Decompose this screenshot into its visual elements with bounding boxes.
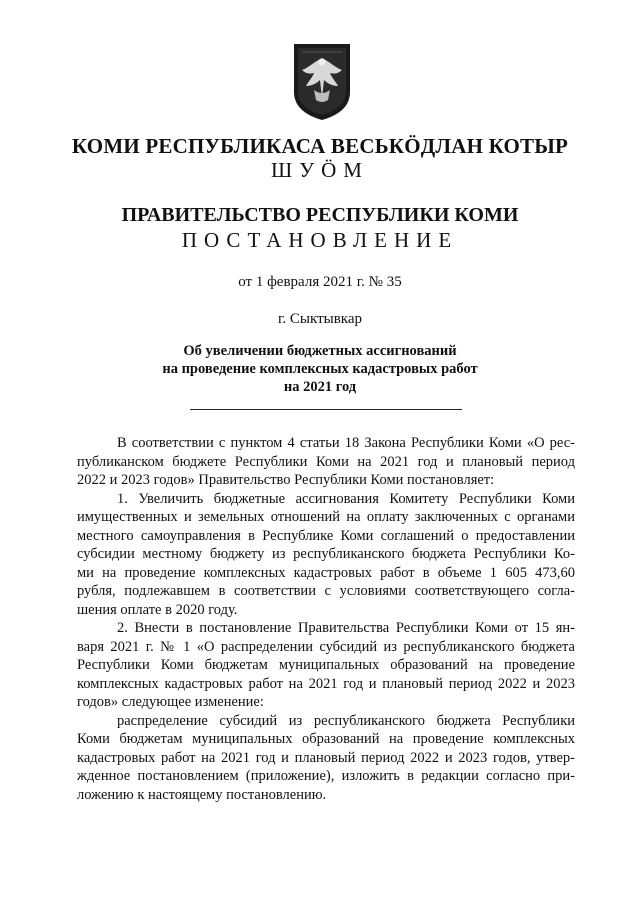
subject-underline-divider bbox=[190, 409, 462, 410]
body-line: Коми бюджетам муниципальных образований на проведение комплексных bbox=[77, 731, 575, 747]
body-line: 2022 и 2023 годов» Правительство Республики Коми постановляет: bbox=[77, 472, 495, 488]
body-line: кадастровых работ на 2021 год и плановый период 2022 и 2023 годов, утвер- bbox=[77, 749, 575, 766]
document-body bbox=[77, 434, 575, 804]
komi-document-type: ШУӦМ bbox=[271, 158, 369, 182]
body-line: субсидии местному бюджету из республиканского бюджета Республики Ко- bbox=[77, 546, 575, 562]
body-line: 2. Внести в постановление Правительства Республики Коми от 15 ян- bbox=[117, 620, 575, 636]
body-line: Республики Коми бюджетам муниципальных образований на проведение bbox=[77, 657, 575, 673]
body-line: ми на проведение комплексных кадастровых работ в объеме 1 605 473,60 bbox=[77, 564, 575, 581]
body-line: имущественных и земельных отношений на оплату заключенных с органами bbox=[77, 509, 575, 525]
body-line: жденное постановлением (приложение), изложить в редакции согласно при- bbox=[77, 768, 575, 784]
body-line: варя 2021 г. № 1 «О распределении субсидий из республиканского бюджета bbox=[77, 638, 575, 655]
government-title: ПРАВИТЕЛЬСТВО РЕСПУБЛИКИ КОМИ bbox=[121, 204, 519, 226]
document-subject bbox=[0, 342, 640, 396]
subject-line: Об увеличении бюджетных ассигнований bbox=[183, 343, 457, 359]
document-city: г. Сыктывкар bbox=[277, 311, 363, 327]
body-line: рубля, подлежавшем в соответствии с условиями соответствующего согла- bbox=[77, 583, 575, 599]
body-line: В соответствии с пунктом 4 статьи 18 Закона Республики Коми «О рес- bbox=[117, 435, 575, 451]
body-line: годов» следующее изменение: bbox=[77, 694, 264, 710]
coat-of-arms-emblem bbox=[290, 40, 354, 122]
document-type: ПОСТАНОВЛЕНИЕ bbox=[181, 228, 459, 252]
komi-government-title: КОМИ РЕСПУБЛИКАСА ВЕСЬКӦДЛАН КОТЫР bbox=[71, 134, 569, 158]
body-line: комплексных кадастровых работ на 2021 год и плановый период 2022 и 2023 bbox=[77, 675, 575, 692]
body-line: публиканском бюджете Республики Коми на 2021 год и плановый период bbox=[77, 453, 575, 470]
subject-line: на 2021 год bbox=[283, 379, 357, 395]
body-line: распределение субсидий из республиканского бюджета Республики bbox=[117, 712, 575, 729]
body-line: 1. Увеличить бюджетные ассигнования Комитету Республики Коми bbox=[117, 490, 575, 507]
subject-line: на проведение комплексных кадастровых работ bbox=[162, 361, 478, 377]
document-date-number: от 1 февраля 2021 г. № 35 bbox=[238, 274, 402, 290]
body-line: шения оплате в 2020 году. bbox=[77, 601, 238, 618]
body-line: местного самоуправления в Республике Коми соглашений о предоставлении bbox=[77, 527, 575, 544]
body-line: ложению к настоящему постановлению. bbox=[77, 786, 327, 803]
